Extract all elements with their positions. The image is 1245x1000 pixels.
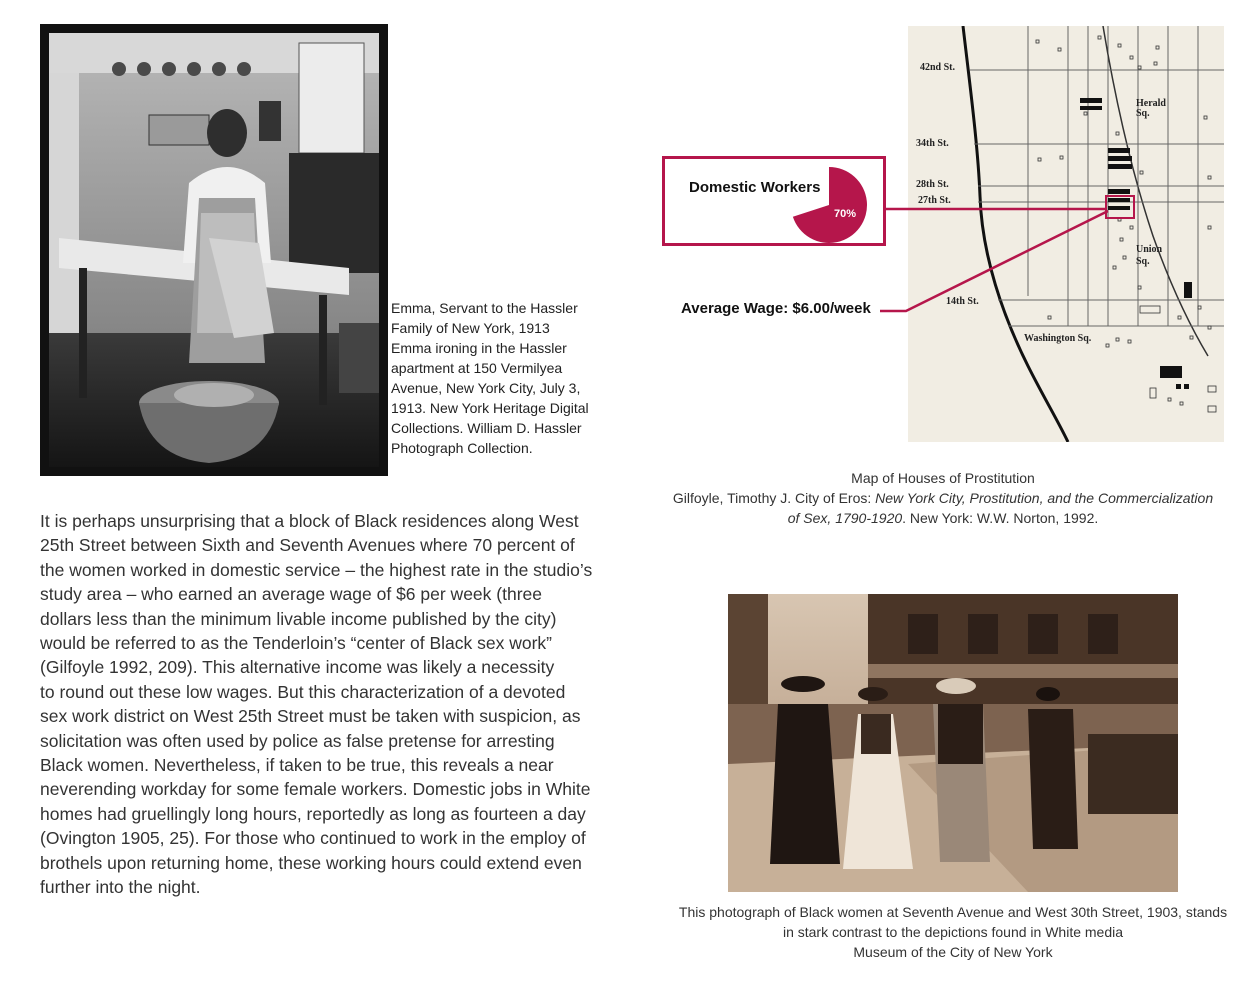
caption-line: in stark contrast to the depictions found in White media	[782, 924, 1124, 940]
citation-author: Gilfoyle, Timothy J. City of Eros:	[672, 490, 876, 506]
domestic-workers-label: Domestic Workers	[689, 179, 821, 196]
body-line: 25th Street between Sixth and Seventh Avenues where 70 percent of	[40, 535, 575, 556]
union-square-label-2: Sq.	[1136, 256, 1150, 267]
domestic-workers-callout	[662, 156, 886, 246]
body-line: solicitation was often used by police as false pretense for arresting	[40, 730, 555, 751]
photo-street-image	[728, 594, 1178, 892]
caption-line: Emma ironing in the Hassler	[391, 340, 567, 356]
caption-line: Avenue, New York City, July 3,	[391, 380, 581, 396]
citation-title-cont: of Sex, 1790-1920	[787, 510, 903, 526]
body-line: further into the night.	[40, 877, 201, 898]
body-line: sex work district on West 25th Street must be taken with suspicion, as	[40, 706, 581, 727]
pie-percent-label: 70%	[834, 208, 857, 220]
caption-line: This photograph of Black women at Seventh Avenue and West 30th Street, 1903, stands	[678, 904, 1228, 920]
body-line: (Ovington 1905, 25). For those who continued to work in the employ of	[40, 828, 586, 849]
body-line: Black women. Nevertheless, if taken to be true, this reveals a near	[40, 755, 554, 776]
body-line: the women worked in domestic service – the highest rate in the studio’s	[40, 559, 593, 580]
photo-seventh-avenue-1903	[728, 594, 1178, 892]
map-caption-title: Map of Houses of Prostitution	[851, 470, 1035, 486]
body-line: It is perhaps unsurprising that a block of Black residences along West	[40, 511, 579, 531]
citation-publisher: . New York: W.W. Norton, 1992.	[902, 510, 1099, 526]
caption-line: Collections. William D. Hassler	[391, 420, 582, 436]
body-line: homes had gruellingly long hours, reportedly as long as fourteen a day	[40, 803, 586, 824]
average-wage-label: Average Wage: $6.00/week	[681, 300, 871, 317]
caption-line: Museum of the City of New York	[853, 944, 1053, 960]
map-caption-citation-1	[640, 488, 1245, 508]
body-line: (Gilfoyle 1992, 209). This alternative income was likely a necessity	[40, 657, 555, 678]
caption-line: Family of New York, 1913	[391, 320, 550, 336]
body-line: would be referred to as the Tenderloin’s “center of Black sex work”	[40, 633, 552, 654]
photo-street-caption	[640, 902, 1245, 962]
herald-square-label-2: Sq.	[1136, 108, 1150, 119]
street-label-27th: 27th St.	[918, 195, 951, 206]
caption-line: Photograph Collection.	[391, 440, 533, 456]
caption-line: Emma, Servant to the Hassler	[391, 300, 578, 316]
caption-line: apartment at 150 Vermilyea	[391, 360, 563, 376]
body-line: to round out these low wages. But this characterization of a devoted	[40, 681, 566, 702]
caption-line: 1913. New York Heritage Digital	[391, 400, 589, 416]
body-line: brothels upon returning home, these working hours could extend even	[40, 852, 582, 873]
pie-slice-70	[793, 167, 867, 243]
domestic-workers-pie	[789, 165, 869, 245]
citation-title: New York City, Prostitution, and the Commercialization	[875, 490, 1214, 506]
map-caption-citation-2	[640, 508, 1245, 528]
body-line: dollars less than the minimum livable income published by the city)	[40, 608, 557, 629]
street-label-34th: 34th St.	[916, 138, 949, 149]
map-caption	[640, 468, 1245, 528]
union-square-label: Union	[1136, 244, 1163, 255]
body-line: neverending workday for some female workers. Domestic jobs in White	[40, 779, 591, 800]
street-label-14th: 14th St.	[946, 296, 979, 307]
street-label-42nd: 42nd St.	[920, 62, 956, 73]
herald-square-label: Herald	[1136, 98, 1166, 109]
street-label-28th: 28th St.	[916, 179, 949, 190]
washington-square-label: Washington Sq.	[1024, 333, 1092, 344]
body-line: study area – who earned an average wage of $6 per week (three	[40, 584, 542, 605]
